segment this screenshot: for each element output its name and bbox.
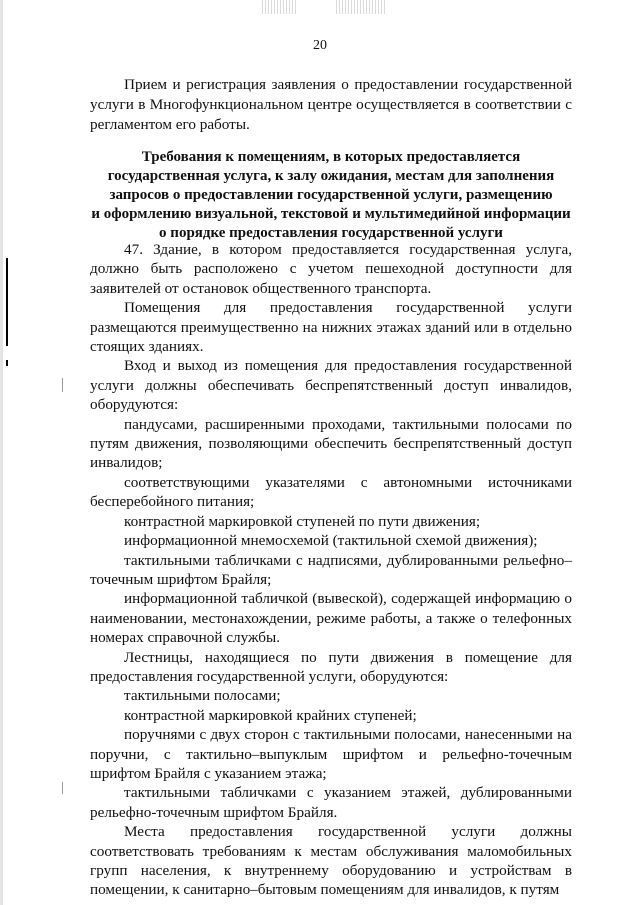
paragraph: тактильными полосами;	[124, 687, 281, 705]
paragraph: контрастной маркировкой крайних ступеней;	[124, 706, 417, 724]
scan-artifact	[336, 0, 386, 14]
paragraph: информационной мнемосхемой (тактильной схемой движения);	[124, 532, 538, 550]
paragraph: тактильными табличками с указанием этажей, дублированными рельефно-точечным шрифтом Брайля.	[90, 784, 572, 821]
section-heading	[90, 148, 572, 243]
heading-line: государственная услуга, к залу ожидания, местам для заполнения	[107, 168, 555, 184]
heading-line: запросов о предоставлении государственной услуги, размещению	[109, 187, 553, 203]
body-text	[90, 240, 572, 900]
paragraph: Вход и выход из помещения для предоставления государственной услуги должны обеспечивать беспрепятственный доступ инвалидов, оборудуются:	[90, 357, 572, 414]
page-number: 20	[313, 38, 327, 53]
scan-left-edge	[0, 0, 3, 905]
paragraph: контрастной маркировкой ступеней по пути движения;	[124, 512, 481, 530]
heading-line: и оформлению визуальной, текстовой и мультимедийной информации	[91, 206, 571, 222]
margin-tick	[62, 378, 63, 392]
paragraph: Места предоставления государственной услуги должны соответствовать требованиям к местам обслуживания маломобильных групп населения, к внутреннему оборудованию и устройствам в помещении, к санитарно–бытовым помещениям для инвалидов, к путям	[90, 823, 572, 899]
margin-marker	[6, 258, 8, 346]
paragraph: Лестницы, находящиеся по пути движения в помещение для предоставления государственной услуги, оборудуются:	[90, 648, 572, 685]
paragraph: поручнями с двух сторон с тактильными полосами, нанесенными на поручни, с тактильно–выпуклым шрифтом и рельефно-точечным шрифтом Брайля с указанием этажа;	[90, 726, 572, 782]
paragraph: 47. Здание, в котором предоставляется государственная услуга, должно быть расположено с учетом пешеходной доступности для заявителей от остановок общественного транспорта.	[90, 241, 572, 297]
paragraph: тактильными табличками с надписями, дублированными рельефно–точечным шрифтом Брайля;	[90, 551, 572, 588]
intro-paragraph-block	[90, 75, 572, 135]
paragraph: соответствующими указателями с автономными источниками бесперебойного питания;	[90, 473, 572, 511]
heading-line: Требования к помещениям, в которых предоставляется	[141, 149, 521, 165]
margin-tick	[62, 782, 63, 794]
paragraph: информационной табличкой (вывеской), содержащей информацию о наименовании, местонахождении, режиме работы, а также о телефонных номерах справочной службы.	[90, 590, 572, 647]
paragraph: Помещения для предоставления государственной услуги размещаются преимущественно на нижних этажах зданий или в отдельно стоящих зданиях.	[90, 299, 572, 356]
heading-line: о порядке предоставления государственной услуги	[159, 225, 503, 241]
intro-paragraph: Прием и регистрация заявления о предоставлении государственной услуги в Многофункциональном центре осуществляется в соответствии с регламентом его работы.	[90, 76, 572, 133]
scan-artifact	[262, 0, 296, 14]
margin-marker	[6, 360, 8, 366]
paragraph: пандусами, расширенными проходами, тактильными полосами по путям движения, позволяющими обеспечить беспрепятственный доступ инвалидов;	[90, 415, 572, 472]
